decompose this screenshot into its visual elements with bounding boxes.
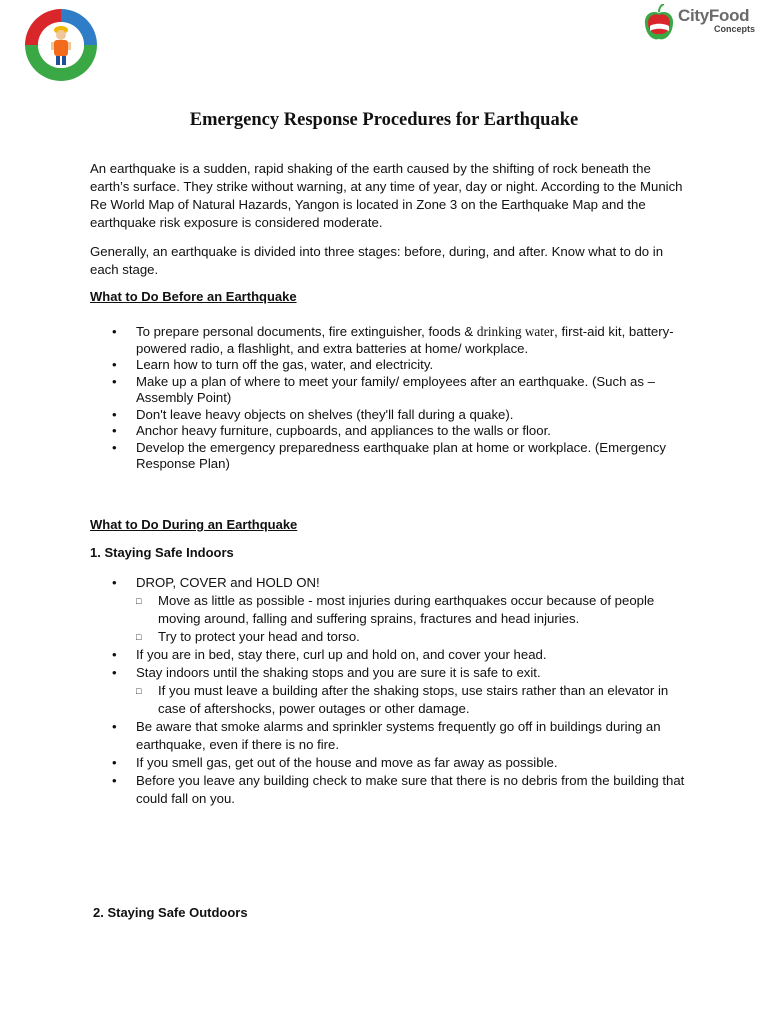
- list-item: • To prepare personal documents, fire extinguisher, foods & drinking water, first-aid kit, battery-powered radio, a flashlight, and extra batteries at home/ workplace.: [90, 324, 690, 357]
- list-item: • Be aware that smoke alarms and sprinkler systems frequently go off in buildings during an earthquake, even if there is no fire.: [90, 718, 690, 754]
- brand-subtitle: Concepts: [714, 24, 756, 34]
- during-heading: What to Do During an Earthquake: [90, 517, 298, 532]
- list-item: • Don't leave heavy objects on shelves (they'll fall during a quake).: [90, 407, 690, 424]
- hse-logo: [22, 6, 100, 84]
- sub-list: [136, 682, 690, 718]
- cityfood-logo: [642, 2, 760, 44]
- sub-list-item: □ If you must leave a building after the shaking stops, use stairs rather than an elevator in case of aftershocks, power outages or other damage.: [136, 682, 690, 718]
- sub-list-item: □ Move as little as possible - most injuries during earthquakes occur because of people moving around, falling and suffering sprains, fractures and head injuries.: [136, 592, 690, 628]
- intro-paragraph-2: Generally, an earthquake is divided into three stages: before, during, and after. Know what to do in each stage.: [90, 244, 664, 277]
- list-item: • DROP, COVER and HOLD ON! □ Move as little as possible - most injuries during earthquakes occur because of people moving around, falling and suffering sprains, fractures and head injuries. □ Try to protect your head and torso.: [90, 574, 690, 646]
- list-item: • If you are in bed, stay there, curl up and hold on, and cover your head.: [90, 646, 690, 664]
- list-item: • If you smell gas, get out of the house and move as far away as possible.: [90, 754, 690, 772]
- list-item: • Develop the emergency preparedness earthquake plan at home or workplace. (Emergency Response Plan): [90, 440, 690, 473]
- outdoors-heading: 2. Staying Safe Outdoors: [93, 905, 248, 920]
- list-item: • Make up a plan of where to meet your family/ employees after an earthquake. (Such as – Assembly Point): [90, 374, 690, 407]
- list-item: • Stay indoors until the shaking stops and you are sure it is safe to exit. □ If you must leave a building after the shaking stops, use stairs rather than an elevator in case of aftershocks, power outages or other damage.: [90, 664, 690, 718]
- before-heading: What to Do Before an Earthquake: [90, 289, 297, 304]
- indoors-list: [90, 574, 690, 808]
- before-list: [90, 324, 690, 473]
- page-title: Emergency Response Procedures for Earthquake: [189, 110, 579, 130]
- brand-name: CityFood: [678, 6, 750, 25]
- apple-icon: [642, 4, 676, 42]
- sub-list: [136, 592, 690, 646]
- sub-list-item: □ Try to protect your head and torso.: [136, 628, 690, 646]
- indoors-heading: 1. Staying Safe Indoors: [90, 545, 234, 560]
- intro-paragraph-1: An earthquake is a sudden, rapid shaking of the earth caused by the shifting of rock beneath the earth’s surface. They strike without warning, at any time of year, day or night. According to the Munich Re World Map of Natural Hazards, Yangon is located in Zone 3 on the Earthquake Map and the earthquake risk exposure is considered moderate.: [90, 161, 683, 230]
- list-item: • Anchor heavy furniture, cupboards, and appliances to the walls or floor.: [90, 423, 690, 440]
- list-item: • Learn how to turn off the gas, water, and electricity.: [90, 357, 690, 374]
- list-item: • Before you leave any building check to make sure that there is no debris from the building that could fall on you.: [90, 772, 690, 808]
